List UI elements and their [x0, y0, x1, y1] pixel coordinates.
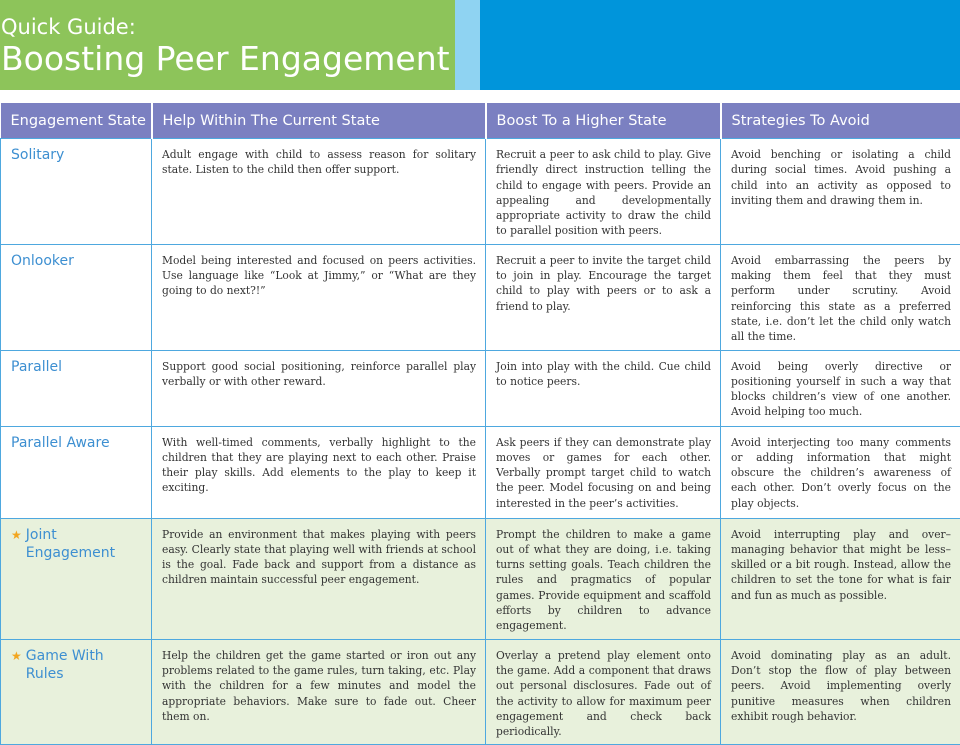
- help-cell: Adult engage with child to assess reason for solitary state. Listen to the child then offer support.: [152, 139, 486, 245]
- boost-cell: Recruit a peer to ask child to play. Give friendly direct instruction telling the child to engage with peers. Provide an appealing and developmentally appropriate activity to draw the child to parallel position with peers.: [486, 139, 721, 245]
- boost-cell: Ask peers if they can demonstrate play moves or games for each other. Verbally prompt target child to watch the peer. Model focusing on and being interested in the peer’s activities.: [486, 426, 721, 518]
- table-row: [1, 639, 960, 745]
- table-row: [1, 518, 960, 639]
- avoid-cell: Avoid being overly directive or positioning yourself in such a way that blocks children’s view of one another. Avoid helping too much.: [721, 350, 960, 426]
- avoid-cell: Avoid interrupting play and over–managing behavior that might be less–skilled or a bit rough. Instead, allow the children to set the tone for what is fair and fun as much as possible.: [721, 518, 960, 639]
- state-cell: [1, 518, 152, 639]
- boost-cell: Join into play with the child. Cue child to notice peers.: [486, 350, 721, 426]
- star-icon: ★: [11, 647, 22, 683]
- column-header: Boost To a Higher State: [486, 103, 721, 139]
- column-header: Help Within The Current State: [152, 103, 486, 139]
- column-header: Strategies To Avoid: [721, 103, 960, 139]
- boost-cell: Overlay a pretend play element onto the game. Add a component that draws out personal disclosures. Fade out of the activity to allow for maximum peer engagement and check back periodically.: [486, 639, 721, 745]
- boost-cell: Prompt the children to make a game out of what they are doing, i.e. taking turns setting goals. Teach children the rules and pragmatics of popular games. Provide equipment and scaffold efforts by children to advance engagement.: [486, 518, 721, 639]
- table-header-row: [1, 103, 960, 139]
- table-row: [1, 244, 960, 350]
- avoid-cell: Avoid interjecting too many comments or adding information that might obscure the children’s awareness of each other. Don’t overly focus on the play objects.: [721, 426, 960, 518]
- banner-stripe: [455, 0, 480, 90]
- table-row: [1, 139, 960, 245]
- avoid-cell: Avoid benching or isolating a child during social times. Avoid pushing a child into an activity as opposed to inviting them and drawing them in.: [721, 139, 960, 245]
- state-cell: [1, 639, 152, 745]
- banner-blue-block: [480, 0, 960, 90]
- table-row: [1, 426, 960, 518]
- boost-cell: Recruit a peer to invite the target child to join in play. Encourage the target child to play with peers or to ask a friend to play.: [486, 244, 721, 350]
- page-subtitle: Quick Guide:: [1, 15, 136, 39]
- state-cell: Parallel Aware: [1, 426, 152, 518]
- star-icon: ★: [11, 526, 22, 562]
- avoid-cell: Avoid embarrassing the peers by making them feel that they must perform under scrutiny. Avoid reinforcing this state as a preferred state, i.e. don’t let the child only watch all the time.: [721, 244, 960, 350]
- table-row: [1, 350, 960, 426]
- state-cell: Parallel: [1, 350, 152, 426]
- state-label: Game With Rules: [26, 647, 142, 683]
- avoid-cell: Avoid dominating play as an adult. Don’t stop the flow of play between peers. Avoid implementing overly punitive measures when children exhibit rough behavior.: [721, 639, 960, 745]
- state-label: Joint Engagement: [26, 526, 142, 562]
- help-cell: Provide an environment that makes playing with peers easy. Clearly state that playing well with friends at school is the goal. Fade back and support from a distance as children maintain successful peer engagement.: [152, 518, 486, 639]
- column-header: Engagement State: [1, 103, 152, 139]
- state-cell: Solitary: [1, 139, 152, 245]
- help-cell: With well-timed comments, verbally highlight to the children that they are playing next to each other. Praise their play skills. Add elements to the play to keep it exciting.: [152, 426, 486, 518]
- engagement-guide-table: [0, 103, 960, 745]
- help-cell: Support good social positioning, reinforce parallel play verbally or with other reward.: [152, 350, 486, 426]
- help-cell: Model being interested and focused on peers activities. Use language like “Look at Jimmy,” or “What are they going to do next?!”: [152, 244, 486, 350]
- help-cell: Help the children get the game started or iron out any problems related to the game rules, turn taking, etc. Play with the children for a few minutes and model the appropriate behaviors. Make sure to fade out. Cheer them on.: [152, 639, 486, 745]
- state-cell: Onlooker: [1, 244, 152, 350]
- page-title: Boosting Peer Engagement: [1, 39, 450, 79]
